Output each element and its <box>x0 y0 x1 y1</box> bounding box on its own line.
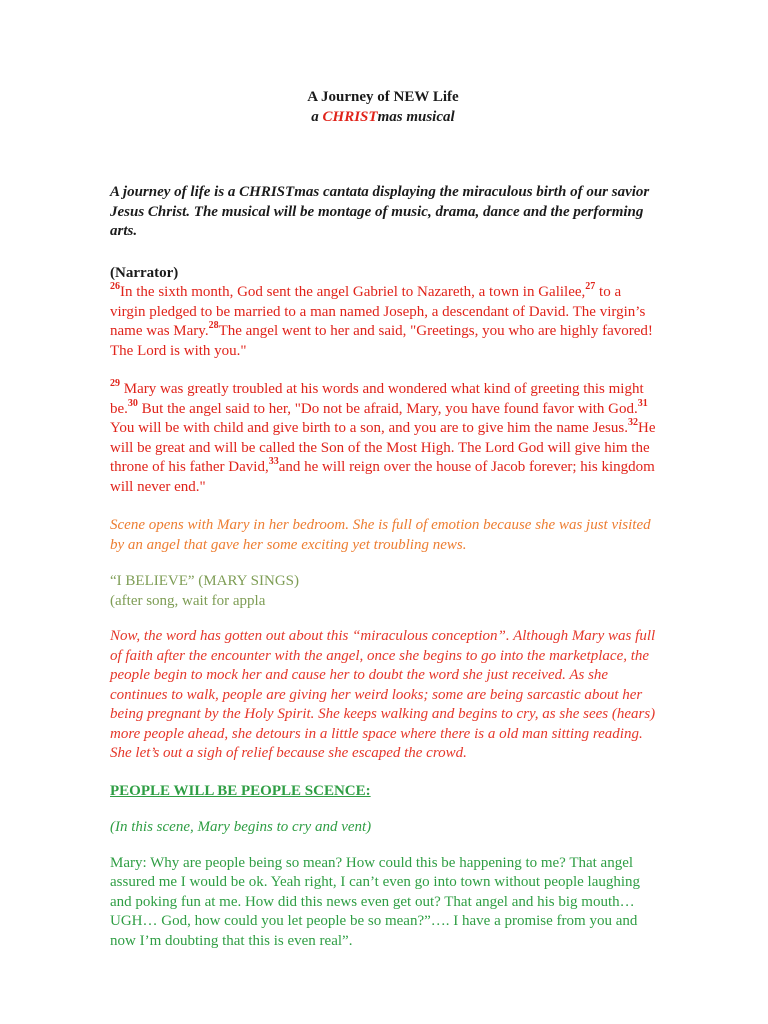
title-christ-highlight: CHRIST <box>322 108 378 125</box>
scripture2-text-3: You will be with child and give birth to a son, and you are to give him the name Jesus. <box>110 420 628 436</box>
verse-number-29: 29 <box>110 378 120 389</box>
title-line-2 <box>110 108 656 128</box>
verse-number-30: 30 <box>127 397 138 409</box>
title-line2-pre: a <box>311 108 323 125</box>
song-cue: “I BELIEVE” (MARY SINGS) <box>110 573 300 589</box>
scene-direction: (In this scene, Mary begins to cry and vent) <box>110 819 372 835</box>
narrator-label: (Narrator) <box>110 264 179 281</box>
scripture2-text-5: and he will reign over the house of Jacob forever; his kingdom will never end." <box>110 459 655 495</box>
verse-number-28: 28 <box>208 320 219 331</box>
verse-number-33: 33 <box>268 456 279 467</box>
scripture2-text-4: He will be great and will be called the Son of the Most High. The Lord God will give him the throne of his father David, <box>110 420 656 475</box>
song-direction: (after song, wait for appla <box>110 592 266 609</box>
scripture1-text-2: to a virgin pledged to be married to a man named Joseph, a descendant of David. The virgin’s name was Mary. <box>110 284 646 339</box>
verse-number-32: 32 <box>627 417 638 428</box>
scripture2-text-2: But the angel said to her, "Do not be afraid, Mary, you have found favor with God. <box>137 400 638 417</box>
mary-dialogue: Mary: Why are people being so mean? How could this be happening to me? That angel assured me I would be ok. Yeah right, I can’t even go into town without people laughing and poking fun at me. How did this news even get out? That angel and his big mouth… UGH… God, how could you let people be so mean?”…. I have a promise from you and now I’m doubting that this is even real”. <box>110 854 641 949</box>
scripture1-text-3: The angel went to her and said, "Greetings, you who are highly favored! The Lord is with you." <box>110 323 653 359</box>
scripture-paragraph-1 <box>110 283 656 361</box>
title-line-1: A Journey of NEW Life <box>307 89 459 105</box>
document-title <box>110 88 656 127</box>
narration-paragraph: Now, the word has gotten out about this “miraculous conception”. Although Mary was full of faith after the encounter with the angel, once she begins to go into the marketplace, the people begin to mock her and cause her to doubt the word she just received. As she continues to walk, people are giving her weird looks; some are being sarcastic about her being pregnant by the Holy Spirit. She keeps walking and begins to cry, as she sees (hears) more people ahead, she detours in a little space where there is a old man sitting reading. She let’s out a sigh of relief because she escaped the crowd. <box>110 628 656 761</box>
scene-opening-note: Scene opens with Mary in her bedroom. She is full of emotion because she was just visited by an angel that gave her some exciting yet troubling news. <box>110 517 651 553</box>
intro-paragraph: A journey of life is a CHRISTmas cantata displaying the miraculous birth of our savior Jesus Christ. The musical will be montage of music, drama, dance and the performing arts. <box>110 184 650 239</box>
scripture2-text-1: Mary was greatly troubled at his words and wondered what kind of greeting this might be. <box>110 381 644 417</box>
title-line2-post: mas musical <box>377 108 455 125</box>
scripture-paragraph-2 <box>110 380 656 497</box>
scripture1-text-1: In the sixth month, God sent the angel Gabriel to Nazareth, a town in Galilee, <box>120 284 586 300</box>
verse-number-31: 31 <box>637 397 648 409</box>
verse-number-27: 27 <box>585 281 596 292</box>
scene-heading: PEOPLE WILL BE PEOPLE SCENCE: <box>110 782 371 799</box>
verse-number-26: 26 <box>110 281 120 292</box>
